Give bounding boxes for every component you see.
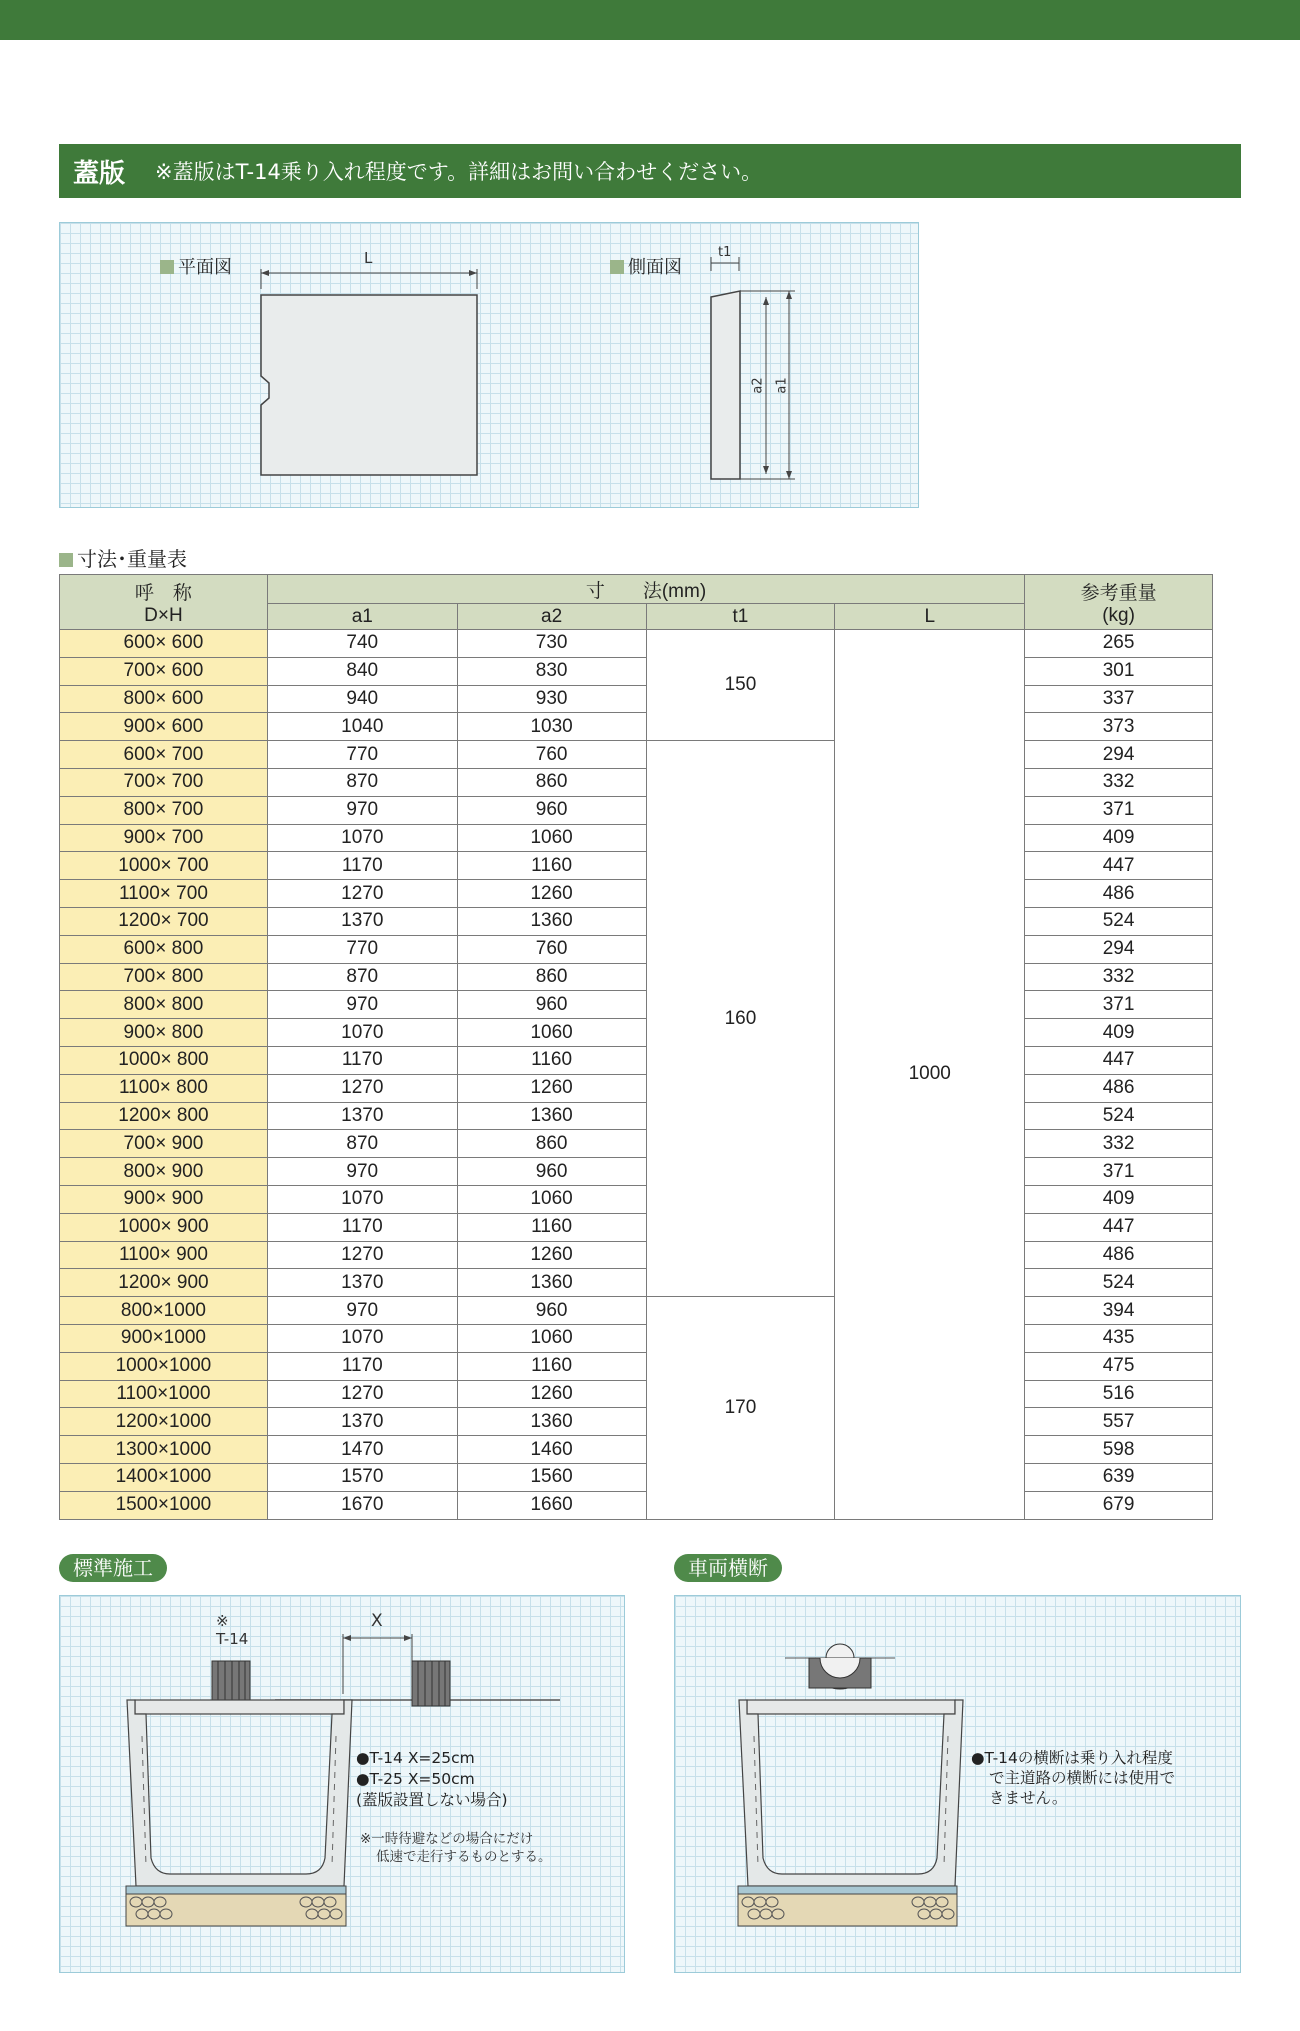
section-header: [59, 144, 1241, 198]
table-row: [60, 935, 1213, 963]
cell-weight: 679: [1025, 1491, 1213, 1519]
cell-a1: 740: [267, 630, 457, 658]
table-row: [60, 1019, 1213, 1047]
cell-a1: 870: [267, 1130, 457, 1158]
cell-weight: 371: [1025, 1158, 1213, 1186]
dim-a2-label: a2: [750, 377, 766, 394]
cell-name: 1100× 700: [60, 880, 268, 908]
cell-name: 700× 600: [60, 657, 268, 685]
table-row: [60, 630, 1213, 658]
cell-weight: 409: [1025, 1019, 1213, 1047]
cell-name: 900× 600: [60, 713, 268, 741]
vehicle-crossing-panel: [674, 1595, 1241, 1973]
cell-weight: 486: [1025, 1074, 1213, 1102]
table-row: [60, 963, 1213, 991]
cell-weight: 332: [1025, 768, 1213, 796]
dimension-weight-table: [59, 574, 1213, 1520]
tire-front: [809, 1644, 871, 1689]
cell-weight: 394: [1025, 1297, 1213, 1325]
x-label: X: [371, 1611, 383, 1631]
table-row: [60, 685, 1213, 713]
cell-weight: 475: [1025, 1352, 1213, 1380]
cell-weight: 524: [1025, 907, 1213, 935]
cell-weight: 447: [1025, 852, 1213, 880]
cell-a2: 1060: [457, 1324, 646, 1352]
cell-a1: 1170: [267, 1046, 457, 1074]
standard-note-5: 低速で走行するものとする。: [376, 1849, 552, 1865]
cell-weight: 332: [1025, 1130, 1213, 1158]
cell-name: 800× 700: [60, 796, 268, 824]
cell-weight: 371: [1025, 796, 1213, 824]
cell-a2: 1360: [457, 1408, 646, 1436]
cell-a1: 840: [267, 657, 457, 685]
cell-a1: 870: [267, 768, 457, 796]
cell-a1: 970: [267, 1297, 457, 1325]
table-row: [60, 1436, 1213, 1464]
table-row: [60, 880, 1213, 908]
cell-weight: 294: [1025, 741, 1213, 769]
cell-weight: 435: [1025, 1324, 1213, 1352]
table-row: [60, 1408, 1213, 1436]
cell-a1: 1270: [267, 880, 457, 908]
cell-weight: 639: [1025, 1463, 1213, 1491]
cell-a1: 1070: [267, 1185, 457, 1213]
table-row: [60, 1185, 1213, 1213]
cell-a1: 770: [267, 935, 457, 963]
drawing-svg: [60, 223, 920, 509]
table-row: [60, 1213, 1213, 1241]
cell-name: 1000× 800: [60, 1046, 268, 1074]
cell-name: 1000× 700: [60, 852, 268, 880]
cell-weight: 371: [1025, 991, 1213, 1019]
cell-a1: 1070: [267, 1019, 457, 1047]
side-view-label: 側面図: [610, 253, 682, 279]
standard-note-3: (蓋版設置しない場合): [356, 1791, 508, 1809]
cell-weight: 337: [1025, 685, 1213, 713]
cell-name: 900× 700: [60, 824, 268, 852]
cell-a2: 1160: [457, 1352, 646, 1380]
table-row: [60, 1074, 1213, 1102]
cell-name: 1100×1000: [60, 1380, 268, 1408]
cell-a2: 1260: [457, 1380, 646, 1408]
cell-a2: 1030: [457, 713, 646, 741]
standard-note-4: ※一時待避などの場合にだけ: [360, 1831, 534, 1847]
cell-a1: 1270: [267, 1074, 457, 1102]
cell-name: 600× 600: [60, 630, 268, 658]
cell-name: 600× 800: [60, 935, 268, 963]
cell-a1: 1170: [267, 852, 457, 880]
cell-a2: 1160: [457, 1046, 646, 1074]
cell-weight: 409: [1025, 824, 1213, 852]
cell-a1: 1370: [267, 907, 457, 935]
cell-a2: 730: [457, 630, 646, 658]
cell-name: 1100× 900: [60, 1241, 268, 1269]
cell-name: 1000×1000: [60, 1352, 268, 1380]
cell-a2: 1060: [457, 1019, 646, 1047]
cell-a1: 970: [267, 796, 457, 824]
table-row: [60, 1324, 1213, 1352]
plan-view-label: 平面図: [160, 253, 232, 279]
cell-weight: 598: [1025, 1436, 1213, 1464]
cell-a1: 1370: [267, 1102, 457, 1130]
cell-a2: 1260: [457, 880, 646, 908]
cell-a2: 1660: [457, 1491, 646, 1519]
cell-L: 1000: [835, 630, 1025, 1520]
cell-weight: 486: [1025, 880, 1213, 908]
cell-t1: 170: [646, 1297, 835, 1519]
cell-name: 700× 900: [60, 1130, 268, 1158]
cell-weight: 265: [1025, 630, 1213, 658]
table-row: [60, 713, 1213, 741]
table-row: [60, 741, 1213, 769]
cell-a2: 960: [457, 1158, 646, 1186]
plan-view-slab: [261, 295, 477, 475]
cell-t1: 160: [646, 741, 835, 1297]
cell-weight: 486: [1025, 1241, 1213, 1269]
table-row: [60, 1297, 1213, 1325]
table-row: [60, 1269, 1213, 1297]
cell-name: 1200× 900: [60, 1269, 268, 1297]
cell-name: 1200× 800: [60, 1102, 268, 1130]
lid: [135, 1700, 344, 1714]
cell-weight: 516: [1025, 1380, 1213, 1408]
cell-name: 1300×1000: [60, 1436, 268, 1464]
cell-a2: 1560: [457, 1463, 646, 1491]
header-L: L: [835, 604, 1025, 630]
cell-a2: 1260: [457, 1241, 646, 1269]
cell-name: 1000× 900: [60, 1213, 268, 1241]
cell-name: 700× 800: [60, 963, 268, 991]
top-band: [0, 0, 1300, 40]
base-concrete: [126, 1886, 346, 1894]
cell-name: 1500×1000: [60, 1491, 268, 1519]
u-channel: [127, 1700, 352, 1886]
cell-a1: 940: [267, 685, 457, 713]
cell-weight: 301: [1025, 657, 1213, 685]
cell-a1: 1570: [267, 1463, 457, 1491]
table-row: [60, 852, 1213, 880]
table-row: [60, 907, 1213, 935]
header-a1: a1: [267, 604, 457, 630]
cell-name: 1100× 800: [60, 1074, 268, 1102]
cell-a2: 1160: [457, 1213, 646, 1241]
lid: [747, 1700, 955, 1714]
cell-a1: 1170: [267, 1352, 457, 1380]
cell-name: 900× 800: [60, 1019, 268, 1047]
cell-a1: 1370: [267, 1408, 457, 1436]
cell-a2: 960: [457, 796, 646, 824]
table-row: [60, 824, 1213, 852]
standard-construction-panel: [59, 1595, 625, 1973]
label-marker: [59, 553, 73, 567]
header-a2: a2: [457, 604, 646, 630]
cell-a2: 860: [457, 768, 646, 796]
table-row: [60, 1046, 1213, 1074]
table-row: [60, 1463, 1213, 1491]
cell-a2: 860: [457, 963, 646, 991]
cell-weight: 557: [1025, 1408, 1213, 1436]
table-row: [60, 1102, 1213, 1130]
table-body: [60, 630, 1213, 1520]
cell-weight: 332: [1025, 963, 1213, 991]
cell-a2: 860: [457, 1130, 646, 1158]
table-row: [60, 657, 1213, 685]
header-t1: t1: [646, 604, 835, 630]
cell-name: 800× 900: [60, 1158, 268, 1186]
cell-t1: 150: [646, 630, 835, 741]
cell-name: 1200× 700: [60, 907, 268, 935]
header-weight: 参考重量 (kg): [1025, 575, 1213, 630]
cell-a2: 1260: [457, 1074, 646, 1102]
cell-a2: 960: [457, 991, 646, 1019]
cell-a2: 930: [457, 685, 646, 713]
cell-a1: 970: [267, 1158, 457, 1186]
cell-a1: 1370: [267, 1269, 457, 1297]
table-title: 寸法･重量表: [59, 543, 187, 572]
cell-a2: 1460: [457, 1436, 646, 1464]
section-title: 蓋版: [73, 158, 126, 189]
table-row: [60, 1491, 1213, 1519]
cell-name: 800× 800: [60, 991, 268, 1019]
cell-name: 1400×1000: [60, 1463, 268, 1491]
cell-a1: 1070: [267, 824, 457, 852]
cell-weight: 524: [1025, 1102, 1213, 1130]
cell-a1: 970: [267, 991, 457, 1019]
gravel-base: [738, 1894, 957, 1926]
table-row: [60, 1352, 1213, 1380]
header-name: 呼 称 D×H: [60, 575, 268, 630]
cell-a2: 960: [457, 1297, 646, 1325]
table-row: [60, 1241, 1213, 1269]
cell-a2: 1360: [457, 907, 646, 935]
dim-a1-label: a1: [774, 377, 790, 394]
standard-note-1: ●T-14 X=25cm: [356, 1749, 475, 1767]
section-note: ※蓋版はT-14乗り入れ程度です。詳細はお問い合わせください。: [155, 160, 763, 184]
table-row: [60, 768, 1213, 796]
cell-name: 900× 900: [60, 1185, 268, 1213]
cell-weight: 373: [1025, 713, 1213, 741]
cell-a1: 1040: [267, 713, 457, 741]
cell-weight: 524: [1025, 1269, 1213, 1297]
side-view-slab: [711, 257, 795, 479]
vehicle-note-2: で主道路の横断には使用で: [989, 1769, 1176, 1787]
cell-weight: 409: [1025, 1185, 1213, 1213]
standard-construction-pill: 標準施工: [59, 1554, 167, 1582]
standard-note-2: ●T-25 X=50cm: [356, 1770, 475, 1788]
cell-name: 800× 600: [60, 685, 268, 713]
cell-name: 600× 700: [60, 741, 268, 769]
cell-name: 1200×1000: [60, 1408, 268, 1436]
cell-a1: 770: [267, 741, 457, 769]
standard-construction-svg: [60, 1596, 626, 1974]
tire-left: [212, 1661, 250, 1706]
table-row: [60, 1380, 1213, 1408]
cell-a2: 1060: [457, 1185, 646, 1213]
cell-a1: 1270: [267, 1380, 457, 1408]
drawing-panel: [59, 222, 919, 508]
dim-t1-label: t1: [718, 245, 732, 260]
cell-weight: 294: [1025, 935, 1213, 963]
cell-name: 700× 700: [60, 768, 268, 796]
cell-a2: 1060: [457, 824, 646, 852]
tire-right: [412, 1661, 450, 1706]
vehicle-note-3: きません。: [989, 1789, 1068, 1807]
cell-a2: 1160: [457, 852, 646, 880]
u-channel: [739, 1700, 963, 1886]
cell-name: 900×1000: [60, 1324, 268, 1352]
cell-a1: 1170: [267, 1213, 457, 1241]
vehicle-note-1: ●T-14の横断は乗り入れ程度: [971, 1749, 1173, 1767]
cell-a1: 1670: [267, 1491, 457, 1519]
cell-a2: 760: [457, 935, 646, 963]
cell-a2: 830: [457, 657, 646, 685]
dim-L-label: L: [364, 249, 373, 267]
cell-weight: 447: [1025, 1046, 1213, 1074]
cell-a1: 1070: [267, 1324, 457, 1352]
header-dimensions: 寸 法(mm): [267, 575, 1024, 604]
cell-a1: 1270: [267, 1241, 457, 1269]
table-row: [60, 796, 1213, 824]
cell-a2: 1360: [457, 1269, 646, 1297]
table-row: [60, 1158, 1213, 1186]
cell-name: 800×1000: [60, 1297, 268, 1325]
cell-a2: 1360: [457, 1102, 646, 1130]
cell-a1: 870: [267, 963, 457, 991]
cell-a1: 1470: [267, 1436, 457, 1464]
t14-label: T-14: [216, 1630, 249, 1648]
table-row: [60, 1130, 1213, 1158]
table-row: [60, 991, 1213, 1019]
plan-dimension-L: [261, 269, 477, 289]
cell-weight: 447: [1025, 1213, 1213, 1241]
vehicle-crossing-pill: 車両横断: [674, 1554, 782, 1582]
t14-mark: ※: [216, 1612, 229, 1630]
base-concrete: [738, 1886, 957, 1894]
cell-a2: 760: [457, 741, 646, 769]
